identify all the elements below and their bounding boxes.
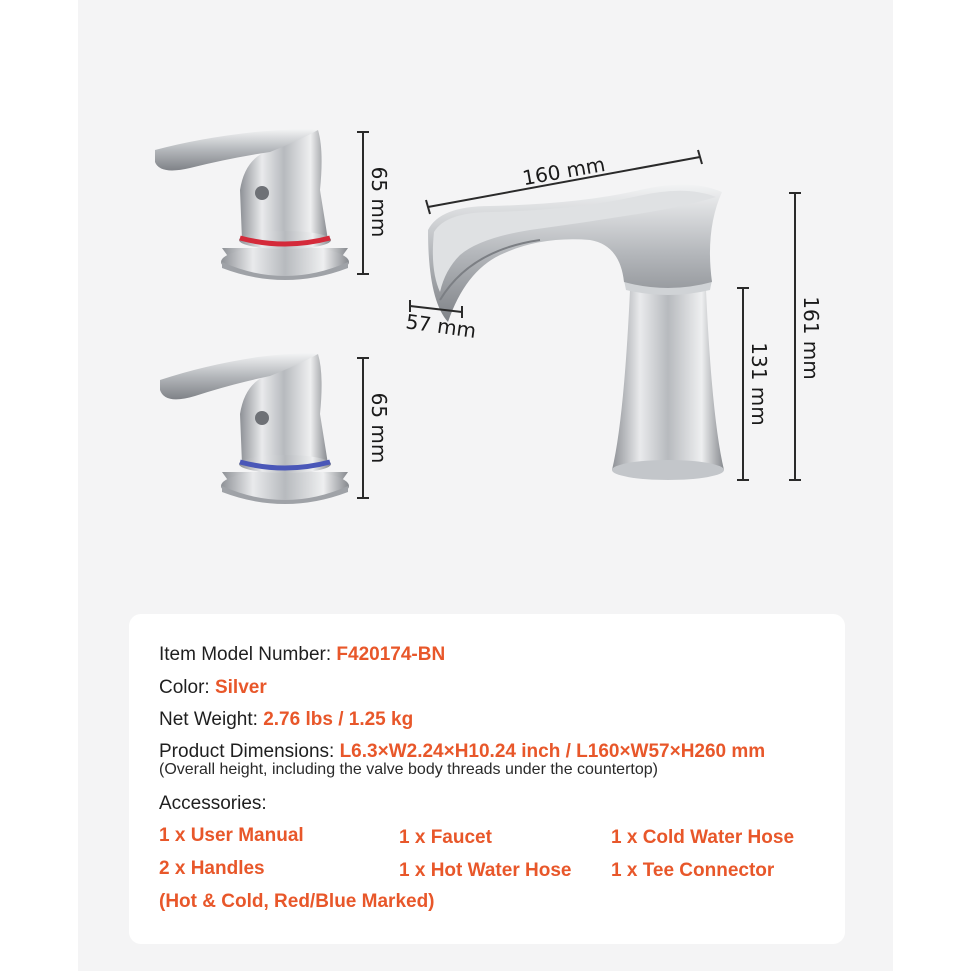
spec-card [129, 614, 845, 944]
model-label: Item Model Number: [159, 644, 337, 665]
cold-handle [160, 353, 349, 504]
weight-value: 2.76 lbs / 1.25 kg [263, 709, 414, 730]
model-value: F420174-BN [336, 644, 446, 665]
dim-spout-length: 160 mm [520, 152, 607, 191]
weight-label: Net Weight: [159, 709, 264, 730]
hot-handle [155, 129, 349, 280]
accessory-item: 1 x Tee Connector [611, 860, 775, 881]
dim-body-height: 131 mm [747, 342, 771, 426]
dim-handle-bottom: 65 mm [367, 392, 391, 464]
dim-total-height: 161 mm [799, 296, 823, 380]
color-row [159, 677, 267, 699]
dim-handle-top: 65 mm [367, 166, 391, 238]
model-row [159, 644, 445, 666]
accessory-item: 1 x User Manual [159, 825, 304, 846]
weight-row [159, 709, 413, 731]
dimensions-value: L6.3×W2.24×H10.24 inch / L160×W57×H260 mm [339, 741, 766, 762]
dimensions-label: Product Dimensions: [159, 741, 340, 762]
accessory-item: (Hot & Cold, Red/Blue Marked) [159, 891, 435, 912]
dim-spout-width: 57 mm [404, 309, 478, 343]
accessory-item: 1 x Hot Water Hose [399, 860, 572, 881]
accessory-item: 1 x Faucet [399, 827, 492, 848]
accessory-item: 1 x Cold Water Hose [611, 827, 795, 848]
color-label: Color: [159, 677, 215, 698]
accessories-label: Accessories: [159, 793, 267, 814]
dimensions-row [159, 741, 765, 763]
dimensions-note: (Overall height, including the valve body threads under the countertop) [159, 761, 658, 778]
accessory-item: 2 x Handles [159, 858, 265, 879]
color-value: Silver [214, 677, 267, 698]
